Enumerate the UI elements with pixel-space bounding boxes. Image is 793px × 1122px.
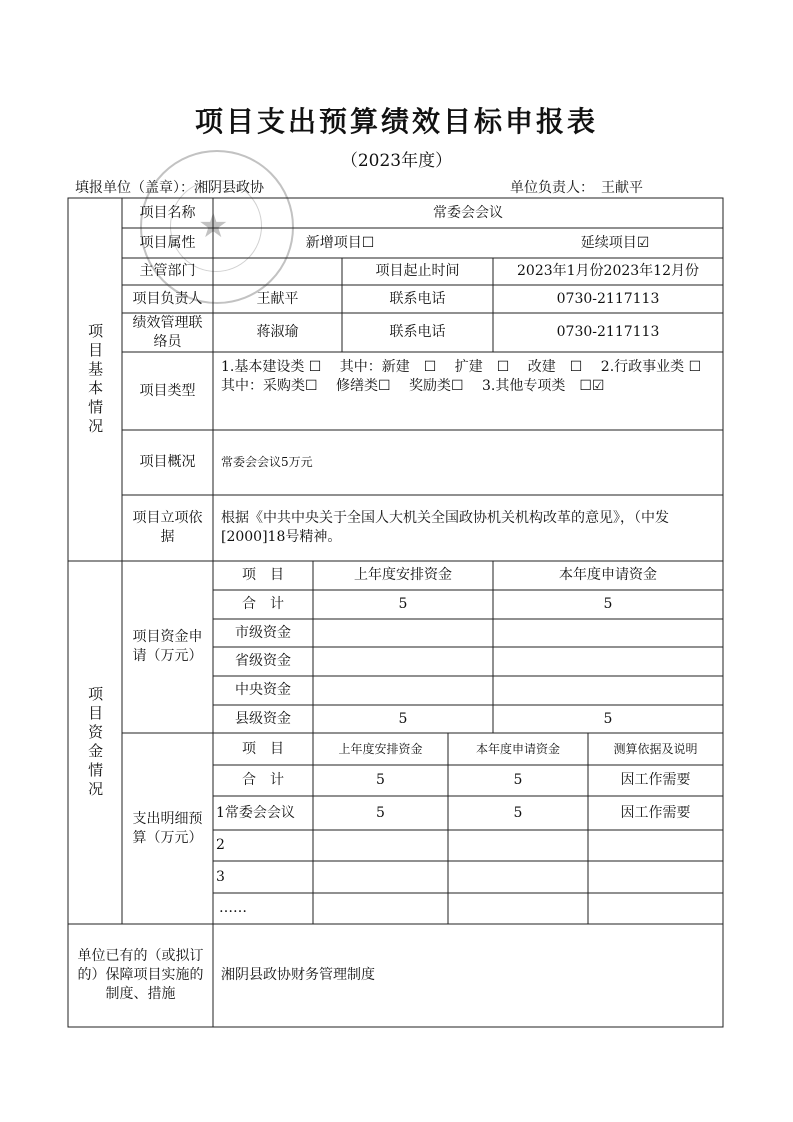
detail-row-note: 因工作需要 bbox=[620, 804, 691, 821]
apply-row-this: 5 bbox=[603, 710, 613, 727]
detail-row-label: 3 bbox=[216, 868, 225, 885]
basic-section-label: 项目基本情况 bbox=[86, 322, 105, 437]
leader-label: 项目负责人 bbox=[132, 290, 203, 307]
detail-row-label: …… bbox=[219, 900, 247, 917]
project-type-label: 项目类型 bbox=[139, 382, 196, 399]
apply-row-label: 省级资金 bbox=[235, 653, 291, 670]
detail-row-label: 合 计 bbox=[242, 772, 284, 789]
apply-header-this-year: 本年度申请资金 bbox=[559, 567, 657, 584]
detail-row-note: 因工作需要 bbox=[620, 772, 691, 789]
dept-label: 主管部门 bbox=[139, 263, 196, 280]
unit-head-label: 单位负责人： bbox=[510, 180, 587, 196]
apply-row-this bbox=[493, 619, 723, 647]
perf-contact-label: 绩效管理联络员 bbox=[132, 314, 203, 350]
attr-new-option[interactable]: 新增项目☐ bbox=[305, 234, 375, 251]
detail-header-basis: 测算依据及说明 bbox=[613, 741, 698, 756]
apply-row-label: 县级资金 bbox=[235, 710, 291, 727]
apply-row-this bbox=[493, 676, 723, 705]
apply-row-last: 5 bbox=[398, 710, 408, 727]
perf-contact-name: 蒋淑瑜 bbox=[256, 324, 299, 341]
apply-label: 项目资金申请（万元） bbox=[132, 629, 203, 664]
report-year: （2023年度） bbox=[340, 151, 453, 171]
project-name-value: 常委会会议 bbox=[433, 204, 503, 221]
phone-label: 联系电话 bbox=[389, 290, 446, 307]
project-name-label: 项目名称 bbox=[139, 204, 196, 221]
overview-label: 项目概况 bbox=[139, 454, 196, 471]
apply-row-this bbox=[493, 647, 723, 676]
detail-row-this: 5 bbox=[513, 772, 523, 789]
attr-continue-option[interactable]: 延续项目☑ bbox=[580, 234, 650, 251]
project-attr-label: 项目属性 bbox=[139, 234, 196, 251]
apply-row-label: 中央资金 bbox=[235, 682, 291, 699]
detail-header-last-year: 上年度安排资金 bbox=[338, 741, 423, 756]
detail-row-last: 5 bbox=[376, 772, 385, 789]
project-type-options[interactable]: 1.基本建设类 ☐ 其中：新建 ☐ 扩建 ☐ 改建 ☐ 2.行政事业类 ☐ 其中：采购类☐ 修缮类☐ 奖励类☐ 3.其他专项类 ☐☑ bbox=[221, 359, 720, 394]
basis-value: 根据《中共中央关于全国人大机关全国政协机关机构改革的意见》，（中发[2000]18号精神。 bbox=[221, 510, 669, 545]
basis-label: 项目立项依据 bbox=[132, 510, 203, 545]
apply-row-last bbox=[313, 619, 493, 647]
detail-header-item: 项 目 bbox=[242, 740, 284, 757]
apply-header-item: 项 目 bbox=[242, 567, 284, 584]
leader-name: 王献平 bbox=[256, 290, 299, 307]
apply-row-last: 5 bbox=[398, 596, 408, 613]
apply-row-this: 5 bbox=[603, 596, 613, 613]
seal-star-icon: ★ bbox=[198, 206, 229, 246]
apply-row-label: 市级资金 bbox=[235, 624, 291, 641]
fill-unit-label: 填报单位（盖章）： bbox=[75, 180, 194, 196]
unit-head-value: 王献平 bbox=[601, 180, 643, 196]
phone-value: 0730-2117113 bbox=[556, 290, 660, 307]
apply-header-last-year: 上年度安排资金 bbox=[354, 567, 452, 584]
detail-row-this: 5 bbox=[513, 804, 523, 821]
measures-value: 湘阴县政协财务管理制度 bbox=[221, 967, 375, 984]
phone-label-2: 联系电话 bbox=[389, 324, 446, 341]
detail-row-label: 2 bbox=[216, 837, 225, 854]
period-label: 项目起止时间 bbox=[375, 263, 460, 280]
overview-value: 常委会会议5万元 bbox=[221, 455, 313, 470]
apply-row-last bbox=[313, 676, 493, 705]
apply-row-label: 合 计 bbox=[242, 596, 284, 613]
funds-section-label: 项目资金情况 bbox=[86, 685, 105, 800]
fill-unit-value: 湘阴县政协 bbox=[194, 180, 264, 196]
apply-row-last bbox=[313, 647, 493, 676]
measures-label: 单位已有的（或拟订的）保障项目实施的制度、措施 bbox=[77, 948, 204, 1002]
detail-row-label: 1常委会会议 bbox=[216, 804, 295, 821]
detail-row-last: 5 bbox=[376, 804, 385, 821]
detail-header-this-year: 本年度申请资金 bbox=[475, 741, 560, 756]
detail-label: 支出明细预算（万元） bbox=[132, 810, 203, 846]
page-title: 项目支出预算绩效目标申报表 bbox=[194, 105, 598, 138]
phone-value-2: 0730-2117113 bbox=[556, 324, 660, 341]
period-value: 2023年1月份2023年12月份 bbox=[517, 263, 699, 280]
